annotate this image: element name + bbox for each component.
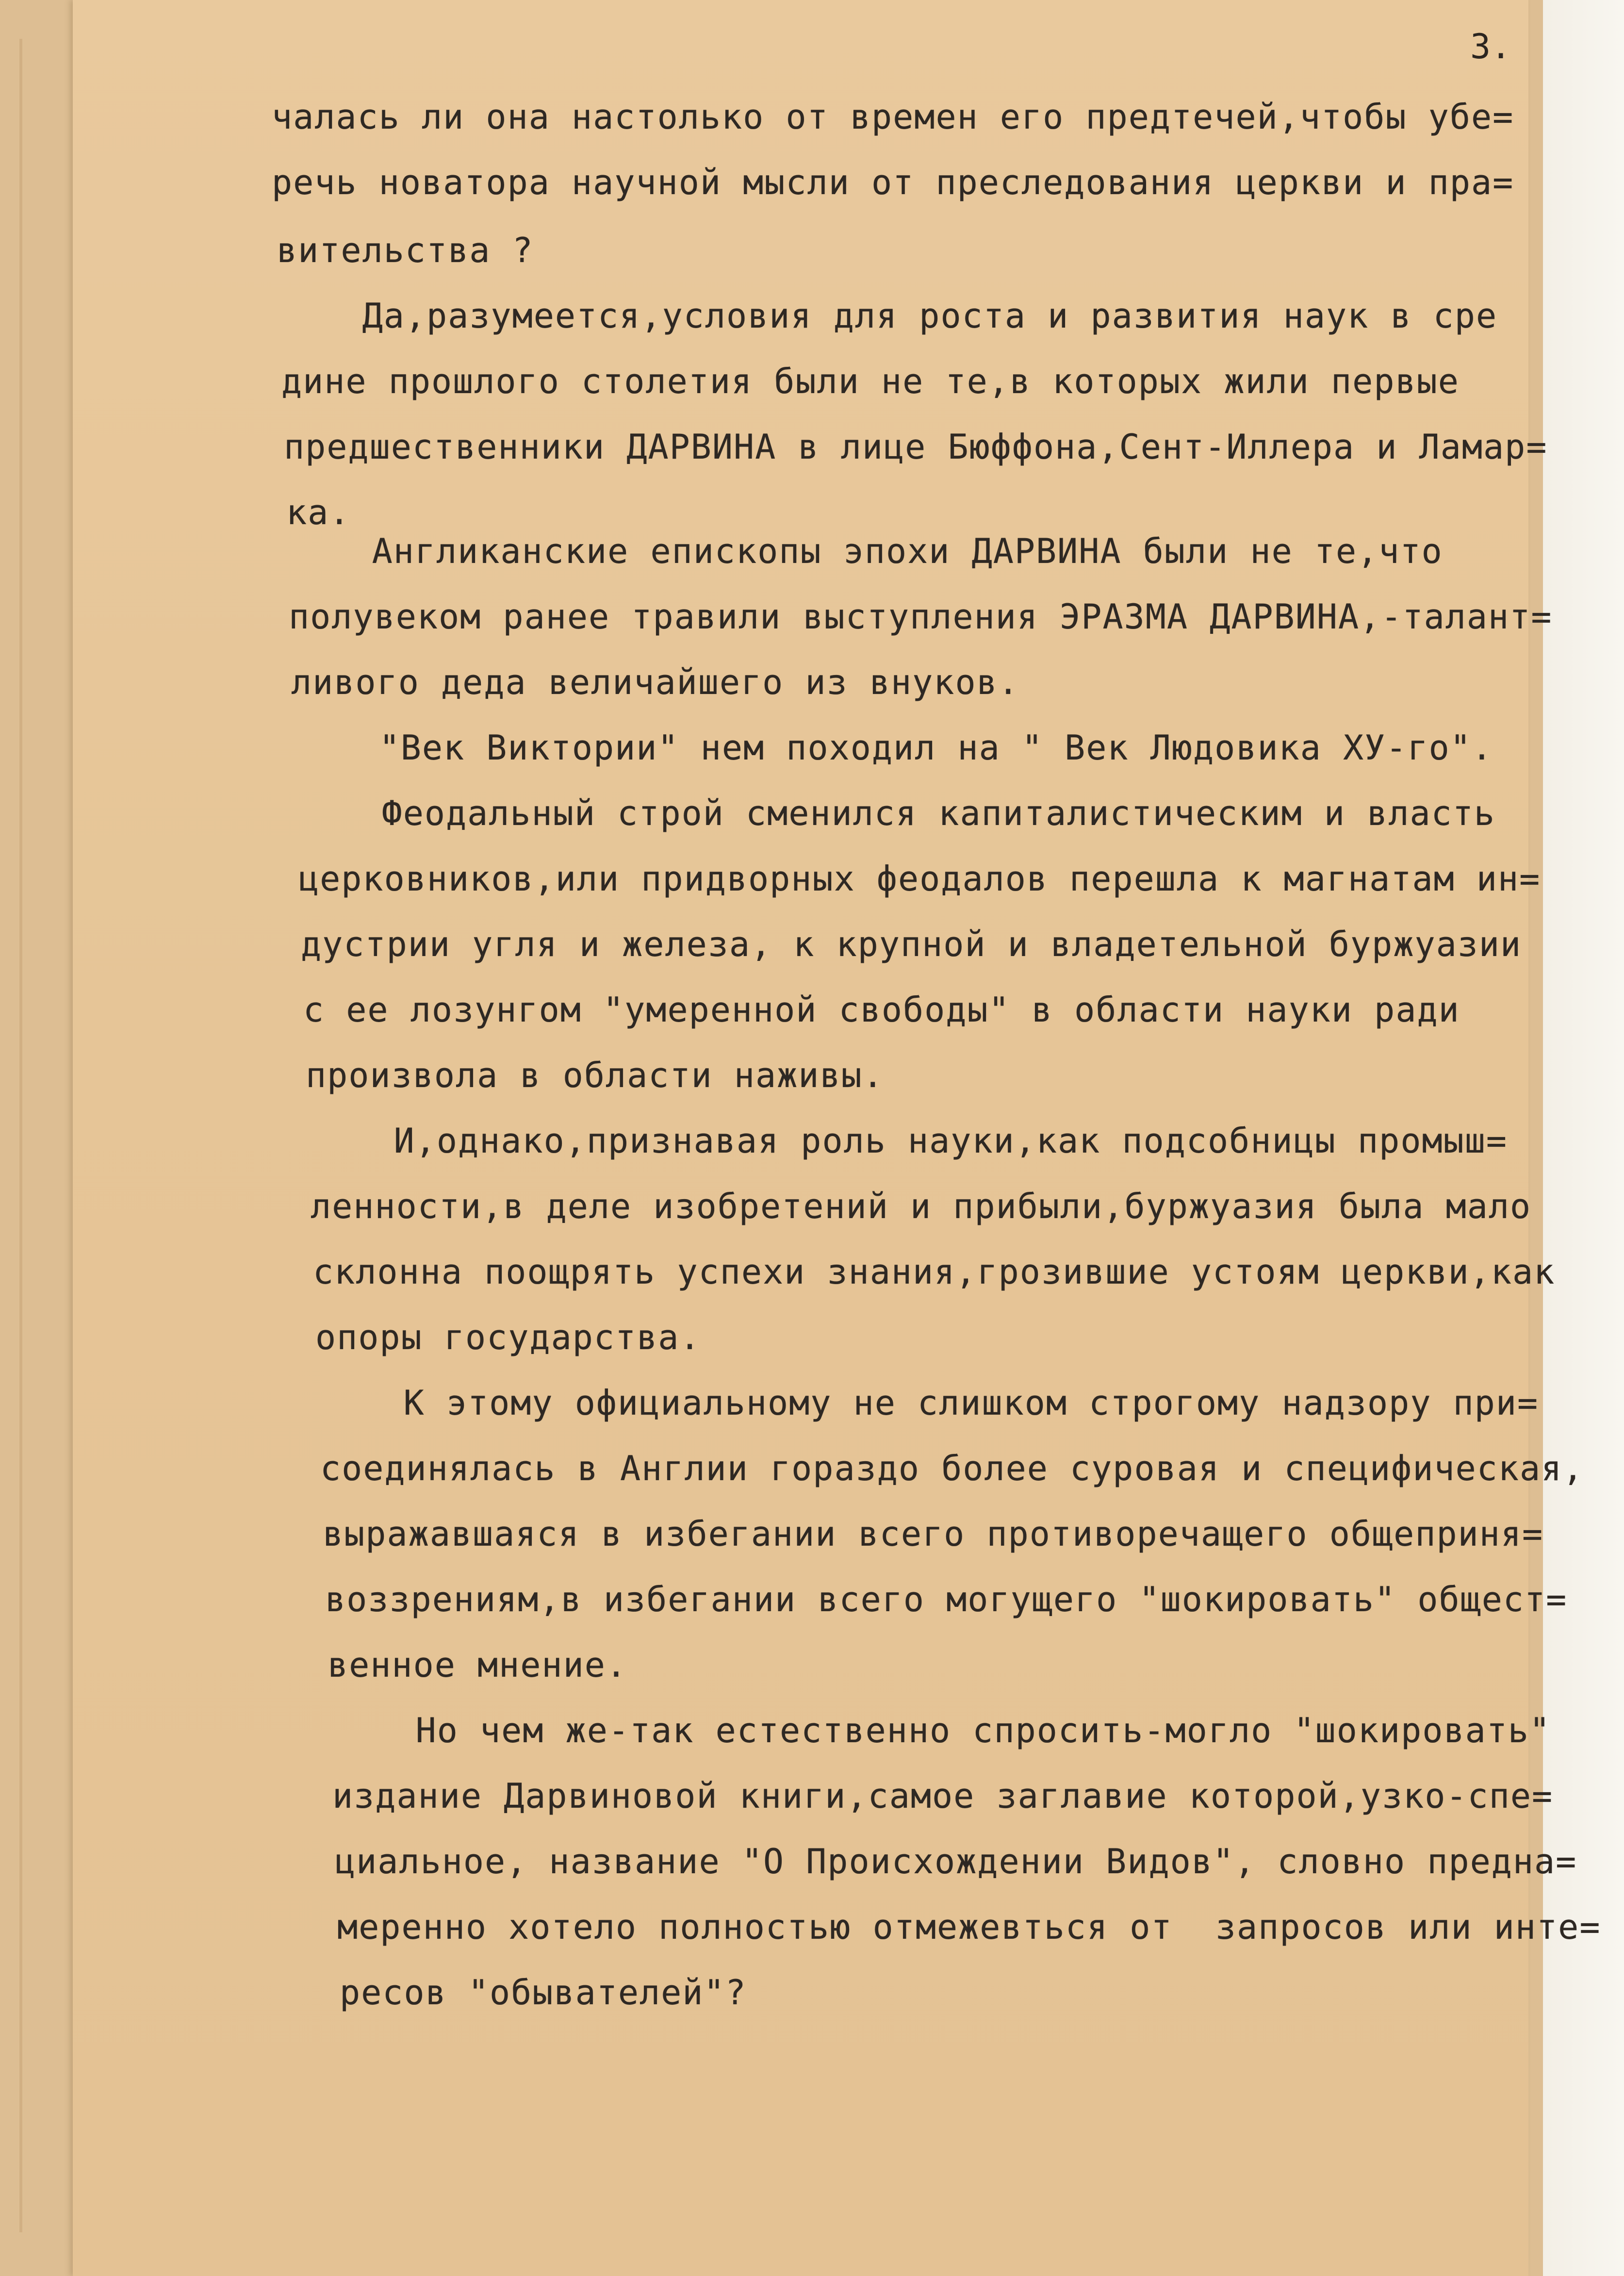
text-line: дустрии угля и железа, к крупной и владетельной буржуазии (301, 924, 1522, 964)
text-line: воззрениям,в избегании всего могущего "шокировать" общест= (325, 1580, 1568, 1619)
text-line: венное мнение. (328, 1645, 628, 1685)
text-line: ливого деда величайшего из внуков. (291, 662, 1019, 702)
text-line: ленности,в деле изобретений и прибыли,буржуазия была мало (311, 1187, 1532, 1226)
text-line: Но чем же-так естественно спросить-могло "шокировать" (330, 1711, 1551, 1750)
text-line: ка. (286, 493, 351, 532)
text-line: ресов "обывателей"? (340, 1973, 747, 2012)
text-line: выражавшаяся в избегании всего противоречащего общеприня= (323, 1514, 1544, 1554)
text-line: меренно хотело полностью отмежевться от запросов или инте= (337, 1907, 1601, 1947)
text-line: К этому официальному не слишком строгому надзору при= (318, 1383, 1539, 1423)
text-line: Феодальный строй сменился капиталистическим и власть (296, 793, 1496, 833)
text-line: соединялась в Англии гораздо более суровая и специфическая, (320, 1449, 1584, 1488)
text-line: Да,разумеется,условия для роста и развития наук в сре (277, 296, 1498, 336)
text-line: предшественники ДАРВИНА в лице Бюффона,Сент-Иллера и Ламар= (284, 427, 1548, 467)
text-line: циальное, название "О Происхождении Видов", словно предна= (335, 1842, 1577, 1881)
text-line: речь новатора научной мысли от преследования церкви и пра= (272, 163, 1514, 202)
text-line: "Век Виктории" нем походил на " Век Людовика ХУ-го". (294, 728, 1493, 768)
text-line: вительства ? (277, 231, 534, 270)
text-line: дине прошлого столетия были не те,в которых жили первые (281, 362, 1460, 401)
text-line: издание Дарвиновой книги,самое заглавие которой,узко-спе= (332, 1776, 1554, 1816)
text-line: склонна поощрять успехи знания,грозившие устоям церкви,как (313, 1252, 1556, 1292)
page-number: 3. (1470, 27, 1511, 66)
text-line: с ее лозунгом "умеренной свободы" в области науки ради (303, 990, 1460, 1030)
text-line: произвола в области наживы. (306, 1056, 884, 1095)
text-line: опоры государства. (315, 1318, 701, 1357)
text-line: полувеком ранее травили выступления ЭРАЗМА ДАРВИНА,-талант= (289, 597, 1553, 637)
text-line: церковников,или придворных феодалов перешла к магнатам ин= (298, 859, 1541, 899)
text-line: Англиканские епископы эпохи ДАРВИНА были не те,что (286, 531, 1443, 571)
text-line: чалась ли она настолько от времен его предтечей,чтобы убе= (272, 97, 1514, 137)
text-line: И,однако,признавая роль науки,как подсобницы промыш= (308, 1121, 1508, 1161)
